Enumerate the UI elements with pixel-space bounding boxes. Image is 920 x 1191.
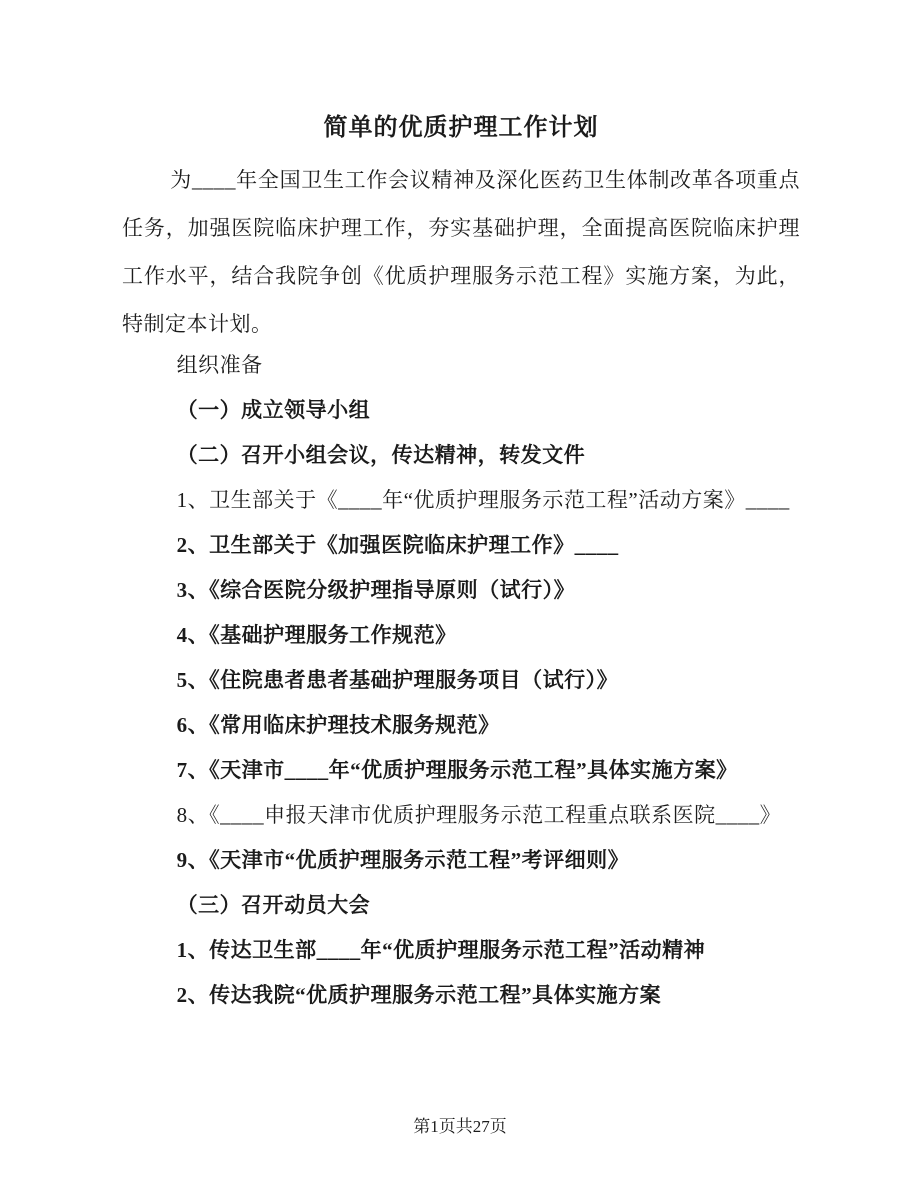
document-title: 简单的优质护理工作计划: [323, 115, 599, 141]
list-item-2-convey-hospital-plan: 2、传达我院“优质护理服务示范工程”具体实施方案: [176, 983, 662, 1007]
list-item-8-tianjin-key-contact-hospital: 8、《____申报天津市优质护理服务示范工程重点联系医院____》: [176, 803, 782, 827]
subheading-establish-leading-group: （一）成立领导小组: [176, 398, 371, 422]
list-item-6-common-clinical-nursing-tech: 6、《常用临床护理技术服务规范》: [176, 713, 500, 737]
document-body: [122, 343, 800, 1018]
list-item-4-basic-nursing-service-standard: 4、《基础护理服务工作规范》: [176, 623, 457, 647]
subheading-hold-group-meeting: （二）召开小组会议，传达精神，转发文件: [176, 443, 586, 467]
intro-paragraph: 为____年全国卫生工作会议精神及深化医药卫生体制改革各项重点任务，加强医院临床护理工作，夯实基础护理，全面提高医院临床护理工作水平，结合我院争创《优质护理服务示范工程》实施方案，为此，特制定本计划。: [122, 168, 800, 336]
list-item-3-grading-nursing-principles: 3、《综合医院分级护理指导原则（试行）》: [176, 578, 576, 602]
list-item-5-inpatient-basic-nursing-items: 5、《住院患者患者基础护理服务项目（试行）》: [176, 668, 619, 692]
list-item-1-convey-moh-spirit: 1、传达卫生部____年“优质护理服务示范工程”活动精神: [176, 938, 706, 962]
heading-organization-preparation: 组织准备: [176, 353, 263, 377]
page-footer: 第1页共27页: [413, 1117, 507, 1136]
list-item-1-moh-activity-plan: 1、卫生部关于《____年“优质护理服务示范工程”活动方案》____: [176, 488, 790, 512]
list-item-2-moh-strengthen-nursing: 2、卫生部关于《加强医院临床护理工作》____: [176, 533, 619, 557]
list-item-7-tianjin-implementation-plan: 7、《天津市____年“优质护理服务示范工程”具体实施方案》: [176, 758, 738, 782]
list-item-9-tianjin-evaluation-rules: 9、《天津市“优质护理服务示范工程”考评细则》: [176, 848, 630, 872]
subheading-mobilization-meeting: （三）召开动员大会: [176, 893, 371, 917]
